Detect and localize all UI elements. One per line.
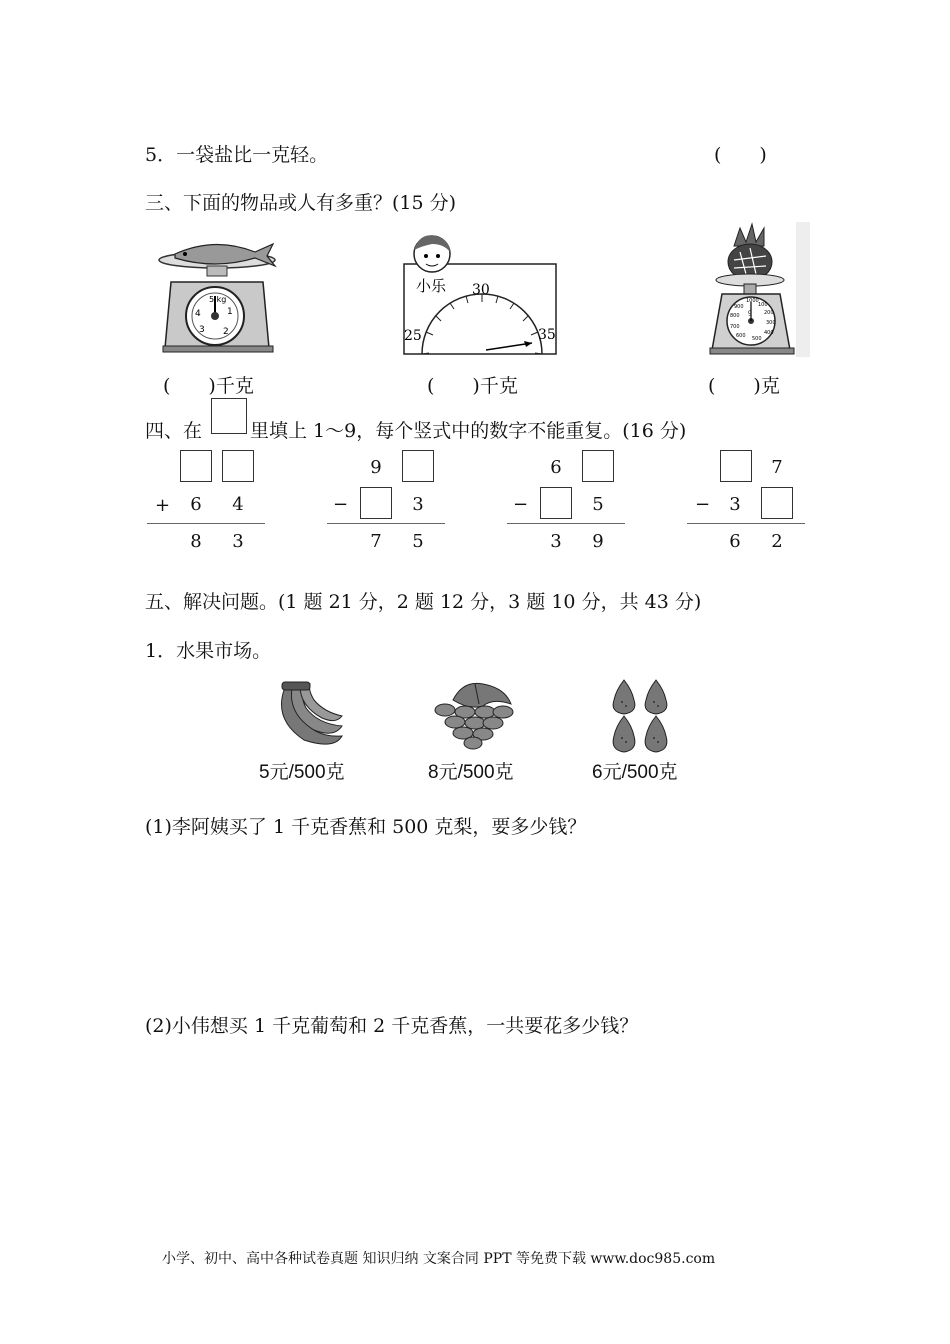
section-4-heading-end: 里填上 1～9，每个竖式中的数字不能重复。(16 分) <box>250 420 687 442</box>
eq3-result-left: 3 <box>550 531 562 552</box>
svg-text:35: 35 <box>538 327 556 343</box>
eq4-result-left: 6 <box>729 531 741 552</box>
answer-scale-3[interactable]: ( )克 <box>708 375 780 397</box>
person-name: 小乐 <box>416 277 447 295</box>
person-scale-figure <box>400 232 560 357</box>
eq3-result-right: 9 <box>592 531 604 552</box>
example-box-icon <box>211 398 247 434</box>
eq2-box-mid-left[interactable] <box>360 487 392 519</box>
eq1-mid-right: 4 <box>232 494 244 515</box>
eq4-rule <box>687 523 805 524</box>
sub-question-2: (2)小伟想买 1 千克葡萄和 2 千克香蕉，一共要花多少钱？ <box>145 1015 639 1037</box>
grapes-icon <box>433 680 515 750</box>
section-3-heading: 三、下面的物品或人有多重？(15 分) <box>145 192 457 214</box>
section-4-heading-start: 四、在 <box>145 420 203 442</box>
question-5: 5．一袋盐比一克轻。 <box>145 144 329 166</box>
eq2-mid-right: 3 <box>412 494 424 515</box>
answer-scale-1[interactable]: ( )千克 <box>163 375 254 397</box>
svg-text:700: 700 <box>730 324 740 330</box>
answer-scale-2[interactable]: ( )千克 <box>427 375 518 397</box>
section-5-heading: 五、解决问题。(1 题 21 分，2 题 12 分，3 题 10 分，共 43 分) <box>145 591 702 613</box>
answer-paren-q5[interactable]: ( ) <box>714 144 767 166</box>
page-footer: 小学、初中、高中各种试卷真题 知识归纳 文案合同 PPT 等免费下载 www.doc985.com <box>162 1251 716 1267</box>
eq2-box-top-right[interactable] <box>402 450 434 482</box>
svg-text:600: 600 <box>736 333 746 339</box>
eq4-operator: − <box>695 494 711 515</box>
eq1-mid-left: 6 <box>190 494 202 515</box>
svg-text:30: 30 <box>472 282 490 298</box>
banana-icon <box>274 680 346 750</box>
eq4-top-right: 7 <box>771 457 783 478</box>
eq1-operator: + <box>155 495 171 516</box>
svg-text:800: 800 <box>730 313 740 319</box>
eq1-box-top-left[interactable] <box>180 450 212 482</box>
eq2-result-left: 7 <box>370 531 382 552</box>
eq1-result-right: 3 <box>232 531 244 552</box>
svg-text:200: 200 <box>764 310 774 316</box>
question-1-title: 1．水果市场。 <box>145 640 272 662</box>
eq4-box-mid-right[interactable] <box>761 487 793 519</box>
svg-text:3: 3 <box>199 325 205 335</box>
svg-text:2: 2 <box>223 327 229 337</box>
fish-scale-figure <box>155 242 285 357</box>
svg-text:g: g <box>748 309 752 316</box>
svg-text:25: 25 <box>404 328 422 344</box>
eq3-box-mid-left[interactable] <box>540 487 572 519</box>
price-grapes: 8元/500克 <box>428 762 514 783</box>
svg-text:4: 4 <box>195 309 201 319</box>
eq3-operator: − <box>513 494 529 515</box>
price-banana: 5元/500克 <box>259 762 345 783</box>
pear-icon <box>608 676 674 754</box>
eq2-result-right: 5 <box>412 531 424 552</box>
eq3-mid-right: 5 <box>592 494 604 515</box>
eq3-box-top-right[interactable] <box>582 450 614 482</box>
eq3-rule <box>507 523 625 524</box>
sub-question-1: (1)李阿姨买了 1 千克香蕉和 500 克梨，要多少钱？ <box>145 816 587 838</box>
svg-text:100: 100 <box>758 302 768 308</box>
svg-text:300: 300 <box>766 320 776 326</box>
eq1-rule <box>147 523 265 524</box>
eq2-top-left: 9 <box>370 457 382 478</box>
eq1-box-top-right[interactable] <box>222 450 254 482</box>
svg-text:500: 500 <box>752 336 762 342</box>
svg-text:1: 1 <box>227 307 233 317</box>
dial-label: 5 kg <box>209 295 227 304</box>
eq1-result-left: 8 <box>190 531 202 552</box>
svg-text:1000: 1000 <box>746 298 759 304</box>
svg-text:900: 900 <box>734 304 744 310</box>
eq3-top-left: 6 <box>550 457 562 478</box>
svg-text:400: 400 <box>764 330 774 336</box>
pineapple-scale-figure <box>706 222 810 357</box>
eq2-operator: − <box>333 494 349 515</box>
eq4-mid-left: 3 <box>729 494 741 515</box>
eq4-box-top-left[interactable] <box>720 450 752 482</box>
eq2-rule <box>327 523 445 524</box>
price-pear: 6元/500克 <box>592 762 678 783</box>
eq4-result-right: 2 <box>771 531 783 552</box>
